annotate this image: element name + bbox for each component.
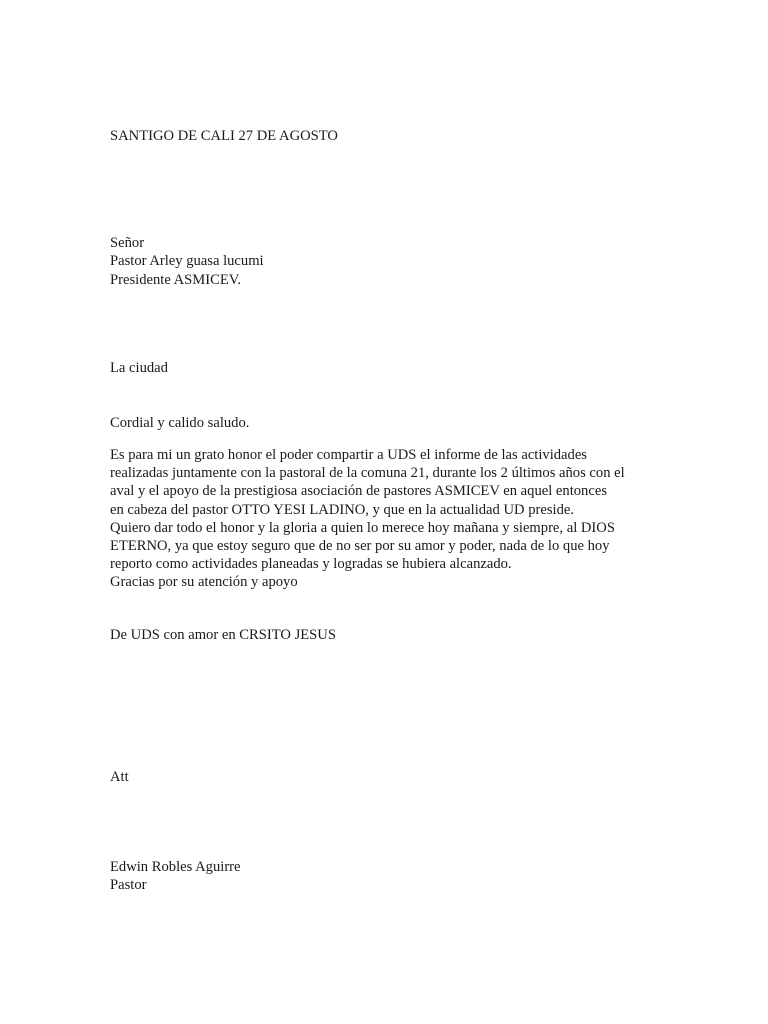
letter-body	[110, 446, 670, 592]
body-line: Quiero dar todo el honor y la gloria a quien lo merece hoy mañana y siempre, al DIOS	[110, 519, 615, 536]
recipient-title: Presidente ASMICEV.	[110, 272, 242, 288]
signature-role: Pastor	[110, 877, 147, 893]
body-line: aval y el apoyo de la prestigiosa asociación de pastores ASMICEV en aquel entonces	[110, 483, 607, 500]
letter-closing: De UDS con amor en CRSITO JESUS	[110, 627, 336, 643]
body-line: realizadas juntamente con la pastoral de la comuna 21, durante los 2 últimos años con el	[110, 465, 625, 482]
body-line: en cabeza del pastor OTTO YESI LADINO, y que en la actualidad UD preside.	[110, 501, 574, 518]
body-line: ETERNO, ya que estoy seguro que de no ser por su amor y poder, nada de lo que hoy	[110, 538, 610, 555]
body-line: reporto como actividades planeadas y logradas se hubiera alcanzado.	[110, 556, 512, 573]
recipient-name: Pastor Arley guasa lucumi	[110, 253, 264, 269]
letter-greeting: Cordial y calido saludo.	[110, 415, 250, 431]
letter-dateline: SANTIGO DE CALI 27 DE AGOSTO	[110, 128, 338, 144]
recipient-salutation: Señor	[110, 235, 145, 251]
letter-att: Att	[110, 769, 129, 785]
signature-name: Edwin Robles Aguirre	[110, 859, 241, 875]
recipient-city: La ciudad	[110, 360, 168, 376]
body-line: Es para mi un grato honor el poder compartir a UDS el informe de las actividades	[110, 447, 587, 463]
body-line: Gracias por su atención y apoyo	[110, 574, 298, 591]
